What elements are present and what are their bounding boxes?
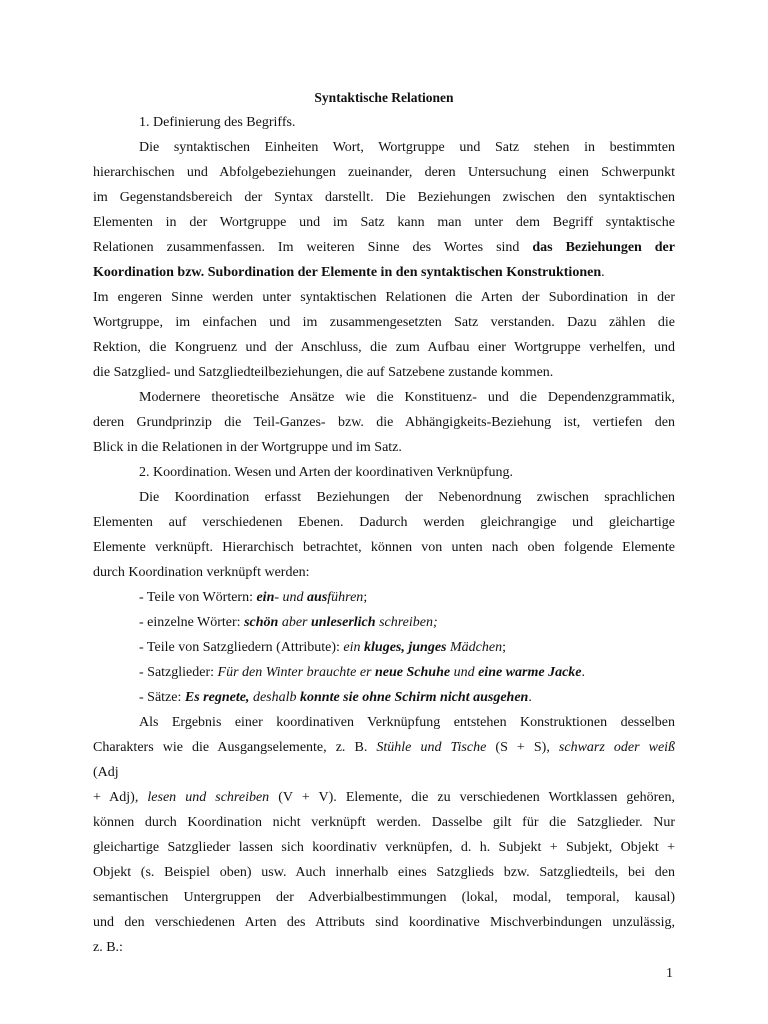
- text-span: Charakters wie die Ausgangselemente, z. B.: [93, 740, 368, 755]
- text-span: - Sätze:: [139, 690, 185, 705]
- example-item: [139, 588, 675, 608]
- paragraph-line: semantischen Untergruppen der Adverbialbestimmungen (lokal, modal, temporal, kausal): [93, 890, 675, 905]
- italic-span: - und: [274, 590, 308, 605]
- paragraph-line: und den verschiedenen Arten des Attributs sind koordinative Mischverbindungen unzulässig,: [93, 915, 675, 930]
- bold-italic-span: konnte sie ohne Schirm nicht ausgehen: [296, 690, 529, 705]
- text-span: ;: [363, 590, 368, 605]
- bold-italic-span: ein: [256, 590, 275, 605]
- bold-italic-span: aus: [307, 590, 328, 605]
- paragraph-line: Elementen auf verschiedenen Ebenen. Dadurch werden gleichrangige und gleichartige: [93, 515, 675, 530]
- paragraph-line: Die syntaktischen Einheiten Wort, Wortgruppe und Satz stehen in bestimmten: [139, 140, 675, 155]
- italic-span: und: [450, 665, 475, 680]
- text-span: .: [528, 690, 532, 705]
- example-item: [139, 638, 675, 658]
- paragraph-line: können durch Koordination nicht verknüpft werden. Dasselbe gilt für die Satzglieder. Nur: [93, 815, 675, 830]
- italic-span: lesen und schreiben: [147, 790, 270, 805]
- paragraph-line: die Satzglied- und Satzgliedteilbeziehungen, die auf Satzebene zustande kommen.: [93, 365, 554, 380]
- bold-italic-span: schön: [244, 615, 279, 630]
- italic-span: ein: [343, 640, 361, 655]
- italic-span: Mädchen: [446, 640, 503, 655]
- paragraph-line: Die Koordination erfasst Beziehungen der Nebenordnung zwischen sprachlichen: [139, 490, 675, 505]
- paragraph-line: [93, 738, 675, 758]
- example-item: [139, 613, 675, 633]
- paragraph-line: Im engeren Sinne werden unter syntaktischen Relationen die Arten der Subordination in der: [93, 290, 675, 305]
- paragraph-line: deren Grundprinzip die Teil-Ganzes- bzw. die Abhängigkeits-Beziehung ist, vertiefen den: [93, 415, 675, 430]
- bold-italic-span: eine warme Jacke: [474, 665, 582, 680]
- italic-span: führen: [327, 590, 364, 605]
- italic-span: schwarz oder weiß: [558, 740, 675, 755]
- text-span: - einzelne Wörter:: [139, 615, 245, 630]
- paragraph-line: Elementen in der Wortgruppe und im Satz kann man unter dem Begriff syntaktische: [93, 215, 675, 230]
- paragraph-line: Elemente verknüpft. Hierarchisch betrachtet, können von unten nach oben folgende Elemente: [93, 540, 675, 555]
- text-span: Relationen zusammenfassen. Im weiteren Sinne des Wortes sind: [93, 240, 520, 255]
- text-span: ;: [502, 640, 506, 655]
- text-span: .: [581, 665, 586, 680]
- page-number: 1: [666, 966, 673, 981]
- bold-span: Koordination bzw. Subordination der Elemente in den syntaktischen Konstruktionen: [93, 265, 602, 280]
- paragraph-line: Blick in die Relationen in der Wortgruppe und im Satz.: [93, 440, 402, 455]
- paragraph-line: Als Ergebnis einer koordinativen Verknüpfung entstehen Konstruktionen desselben: [139, 715, 675, 730]
- paragraph-line: [93, 263, 675, 283]
- text-span: - Teile von Wörtern:: [139, 590, 257, 605]
- paragraph-line: Rektion, die Kongruenz und der Anschluss, die zum Aufbau einer Wortgruppe verhelfen, und: [93, 340, 675, 355]
- text-span: - Teile von Satzgliedern (Attribute):: [139, 640, 344, 655]
- italic-span: schreiben;: [375, 615, 438, 630]
- italic-span: Stühle und Tische: [376, 740, 487, 755]
- paragraph-line: [93, 238, 675, 258]
- bold-italic-span: Es regnete,: [184, 690, 250, 705]
- paragraph-line: Objekt (s. Beispiel oben) usw. Auch innerhalb eines Satzglieds bzw. Satzgliedteils, bei den: [93, 865, 675, 880]
- text-span: (S + S),: [495, 740, 550, 755]
- paragraph-line: [93, 788, 675, 808]
- text-span: + Adj),: [93, 790, 139, 805]
- example-item: [139, 663, 675, 683]
- paragraph-line: z. B.:: [93, 940, 123, 955]
- bold-span: das Beziehungen der: [532, 240, 675, 255]
- bold-italic-span: neue Schuhe: [371, 665, 451, 680]
- paragraph-line: (Adj: [93, 765, 119, 780]
- text-span: .: [601, 265, 605, 280]
- example-item: [139, 688, 675, 708]
- italic-span: deshalb: [249, 690, 297, 705]
- text-span: - Satzglieder:: [139, 665, 218, 680]
- paragraph-line: Modernere theoretische Ansätze wie die Konstituenz- und die Dependenzgrammatik,: [139, 390, 675, 405]
- bold-italic-span: kluges, junges: [360, 640, 447, 655]
- paragraph-line: durch Koordination verknüpft werden:: [93, 565, 310, 580]
- bold-italic-span: unleserlich: [310, 615, 376, 630]
- text-span: (V + V). Elemente, die zu verschiedenen Wortklassen gehören,: [278, 790, 675, 805]
- paragraph-line: im Gegenstandsbereich der Syntax darstellt. Die Beziehungen zwischen den syntaktischen: [93, 190, 675, 205]
- section-heading-2: 2. Koordination. Wesen und Arten der koordinativen Verknüpfung.: [139, 465, 513, 480]
- page-title: Syntaktische Relationen: [314, 90, 454, 105]
- paragraph-line: Wortgruppe, im einfachen und im zusammengesetzten Satz verstanden. Dazu zählen die: [93, 315, 675, 330]
- italic-span: aber: [278, 615, 311, 630]
- paragraph-line: hierarchischen und Abfolgebeziehungen zueinander, deren Untersuchung einen Schwerpunkt: [93, 165, 675, 180]
- paragraph-line: gleichartige Satzglieder lassen sich koordinativ verknüpfen, d. h. Subjekt + Subjekt, Objekt +: [93, 840, 675, 855]
- section-heading-1: 1. Definierung des Begriffs.: [139, 115, 296, 130]
- italic-span: Für den Winter brauchte er: [217, 665, 372, 680]
